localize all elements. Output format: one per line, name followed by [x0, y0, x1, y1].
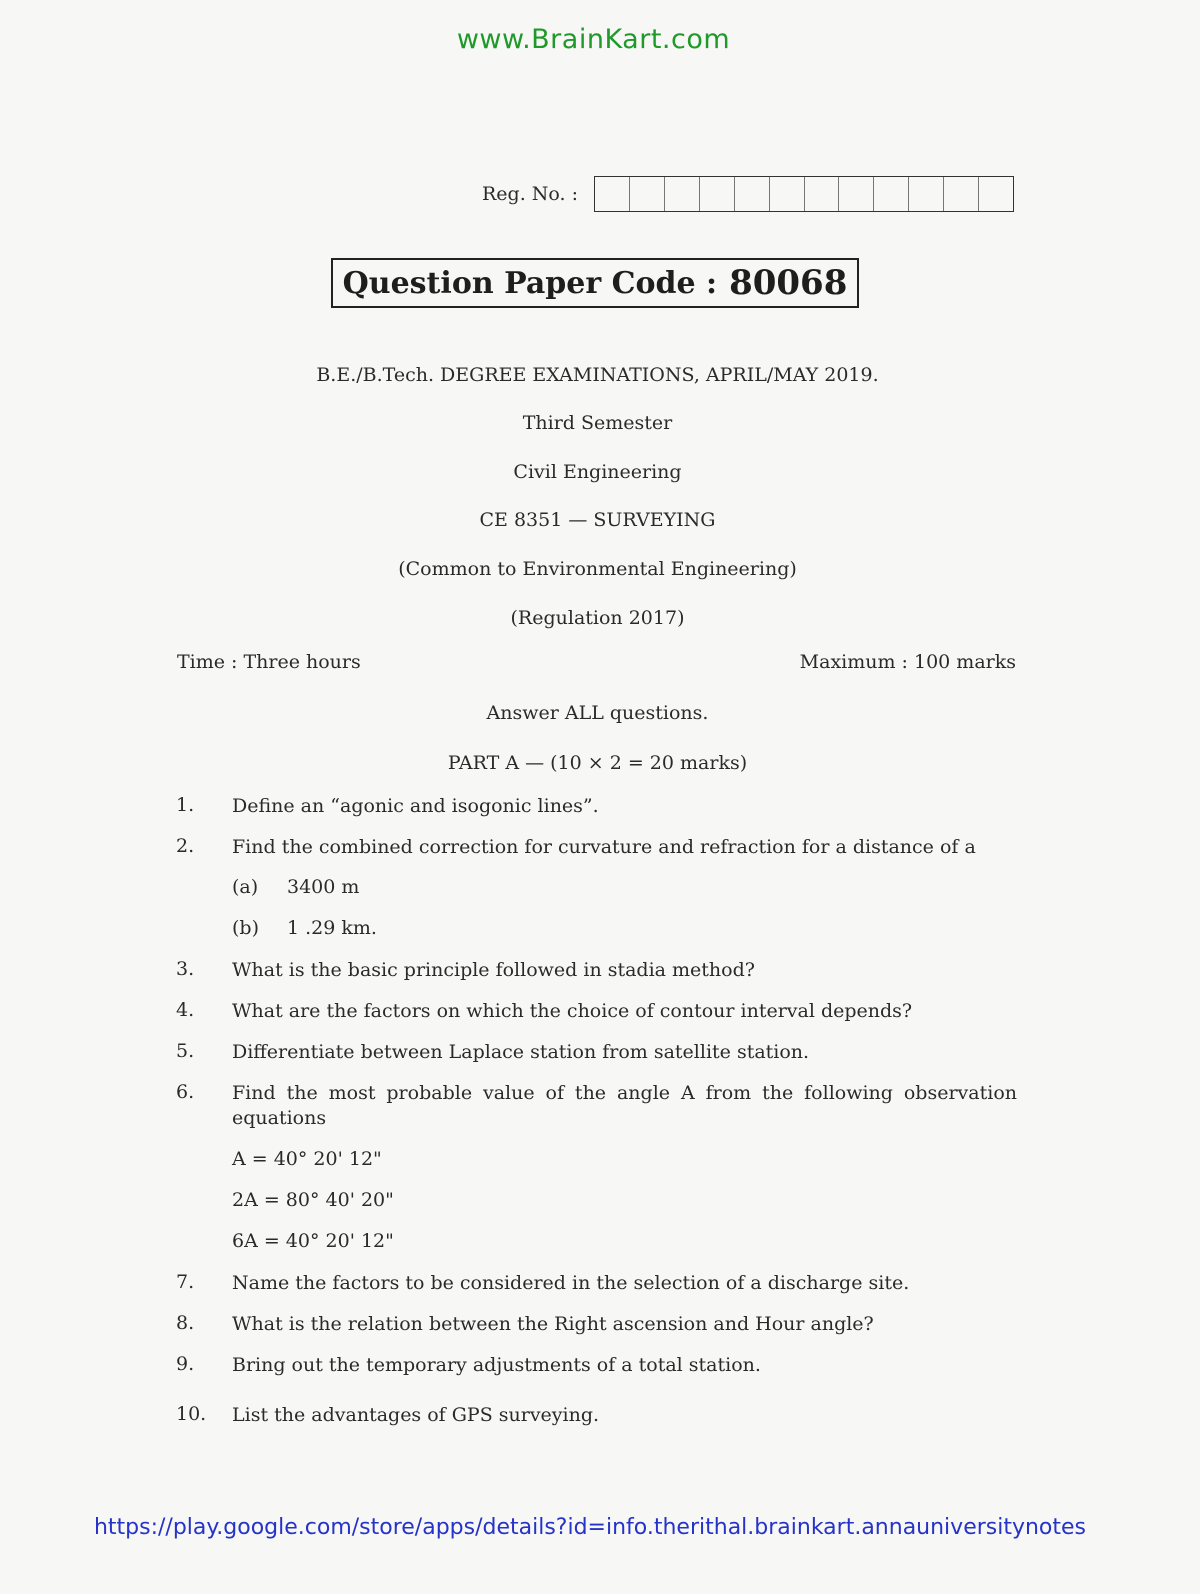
exam-instruction: Answer ALL questions.: [486, 702, 709, 724]
question-paper-code: 80068: [729, 263, 848, 303]
reg-no-box: [979, 177, 1013, 211]
observation-equation: 6A = 40° 20' 12": [232, 1230, 394, 1252]
reg-no-box: [665, 177, 700, 211]
reg-no-box: [595, 177, 630, 211]
sub-question-label: (a): [232, 876, 259, 898]
question-number: 8.: [176, 1312, 195, 1334]
question-number: 10.: [176, 1403, 207, 1425]
question-number: 4.: [176, 999, 195, 1021]
question-text: What is the basic principle followed in stadia method?: [232, 959, 755, 981]
exam-title: B.E./B.Tech. DEGREE EXAMINATIONS, APRIL/MAY 2019.: [316, 364, 879, 386]
reg-no-box: [735, 177, 770, 211]
question-text: Differentiate between Laplace station from satellite station.: [232, 1041, 810, 1063]
reg-no-box: [909, 177, 944, 211]
reg-no-box: [805, 177, 840, 211]
footer-app-link[interactable]: https://play.google.com/store/apps/details?id=info.therithal.brainkart.annauniversitynotes: [93, 1515, 1087, 1540]
exam-max-marks: Maximum : 100 marks: [799, 651, 1016, 673]
question-text: What are the factors on which the choice of contour interval depends?: [232, 1000, 913, 1022]
exam-semester: Third Semester: [522, 412, 673, 434]
sub-question-label: (b): [232, 917, 259, 939]
reg-no-box: [630, 177, 665, 211]
sub-question-text: 3400 m: [287, 876, 360, 898]
question-number: 3.: [176, 958, 195, 980]
question-number: 2.: [176, 835, 195, 857]
question-number: 1.: [176, 794, 195, 816]
question-text: Find the combined correction for curvature and refraction for a distance of a: [232, 836, 976, 858]
reg-no-box: [874, 177, 909, 211]
question-text: Find the most probable value of the angle A from the following observation equations: [232, 1082, 1017, 1129]
exam-common-to: (Common to Environmental Engineering): [398, 558, 797, 580]
reg-no-box: [700, 177, 735, 211]
question-paper-code-label: Question Paper Code :: [342, 265, 718, 301]
question-number: 6.: [176, 1081, 195, 1103]
observation-equation: A = 40° 20' 12": [232, 1148, 382, 1170]
exam-regulation: (Regulation 2017): [510, 607, 685, 629]
exam-branch: Civil Engineering: [513, 461, 682, 483]
header-website-link[interactable]: www.BrainKart.com: [456, 24, 731, 55]
observation-equation: 2A = 80° 40' 20": [232, 1189, 394, 1211]
question-number: 5.: [176, 1040, 195, 1062]
question-text: Name the factors to be considered in the selection of a discharge site.: [232, 1272, 910, 1294]
reg-no-label: Reg. No. :: [482, 183, 579, 205]
question-paper-code-box: [331, 258, 859, 308]
exam-time: Time : Three hours: [177, 651, 361, 673]
question-number: 9.: [176, 1353, 195, 1375]
sub-question-text: 1 .29 km.: [287, 917, 377, 939]
reg-no-boxes: [594, 176, 1014, 212]
reg-no-box: [944, 177, 979, 211]
exam-subject: CE 8351 — SURVEYING: [479, 509, 716, 531]
question-text: What is the relation between the Right ascension and Hour angle?: [232, 1313, 874, 1335]
question-text: Define an “agonic and isogonic lines”.: [232, 795, 599, 817]
reg-no-box: [839, 177, 874, 211]
question-number: 7.: [176, 1271, 195, 1293]
question-text: List the advantages of GPS surveying.: [232, 1404, 600, 1426]
question-text: Bring out the temporary adjustments of a total station.: [232, 1354, 761, 1376]
part-a-heading: PART A — (10 × 2 = 20 marks): [447, 752, 748, 774]
reg-no-box: [770, 177, 805, 211]
